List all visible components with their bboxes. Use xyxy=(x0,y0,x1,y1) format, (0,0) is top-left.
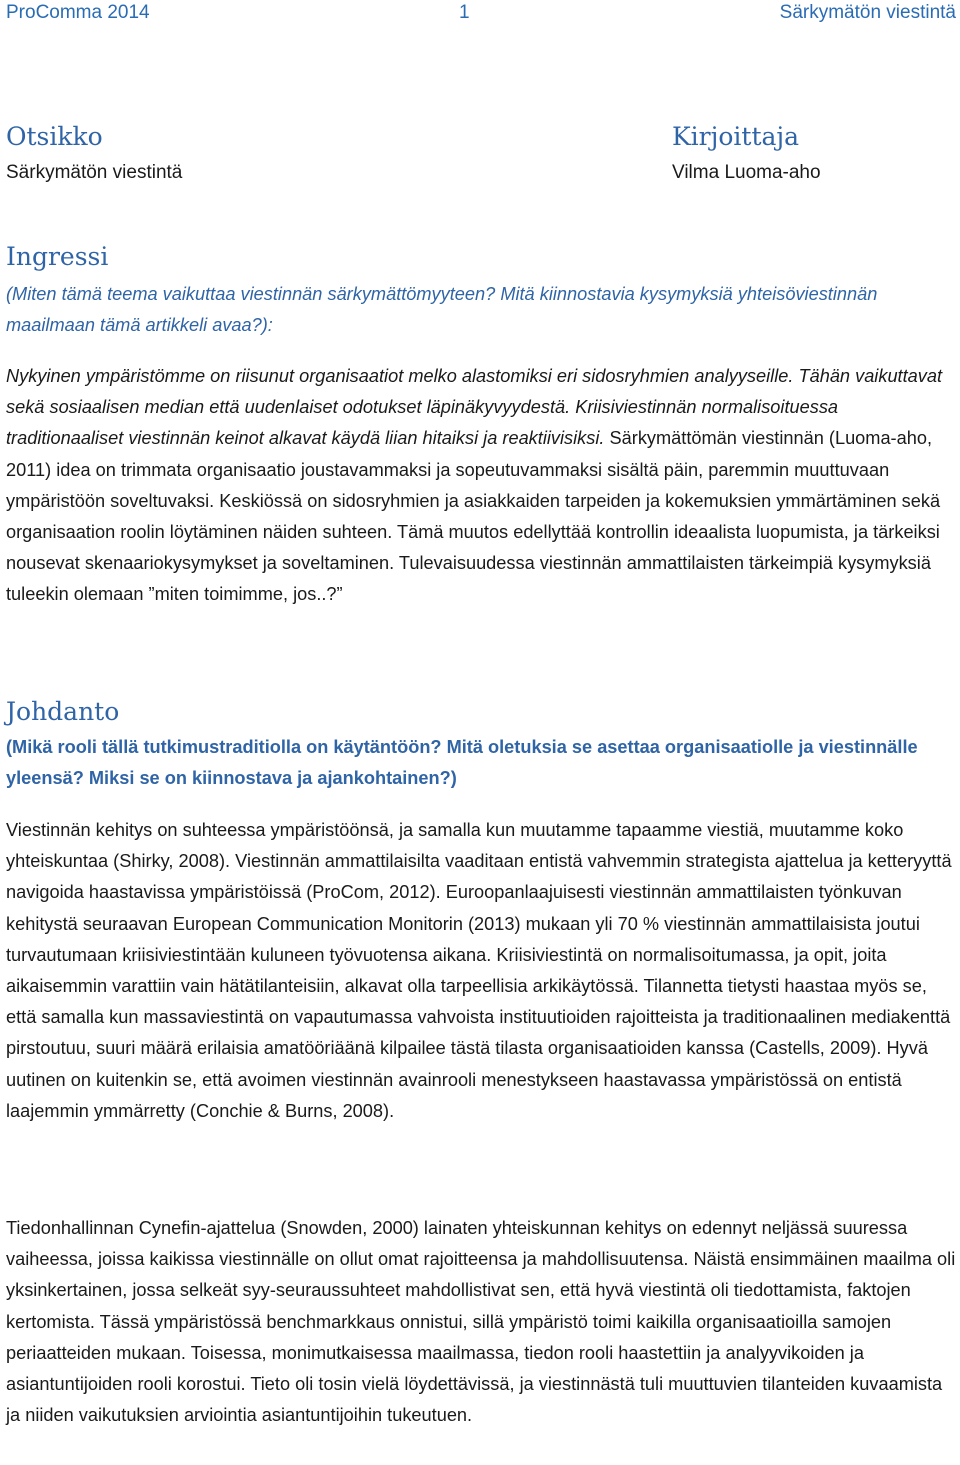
title-label: Otsikko xyxy=(6,122,103,151)
ingressi-heading: Ingressi xyxy=(6,242,109,271)
johdanto-paragraph-2: Tiedonhallinnan Cynefin-ajattelua (Snowden, 2000) lainaten yhteiskunnan kehitys on edennyt neljässä suuressa vaiheessa, joissa kaikissa viestinnälle on ollut omat rajoitteensa ja mahdollisuutensa. Näistä ensimmäinen maailma oli yksinkertainen, jossa selkeät syy-seuraussuhteet mahdollistivat sen, että hyvä viestintä oli tiedottamista, faktojen kertomista. Tässä ympäristössä benchmarkkaus onnistui, sillä ympäristö toimi kaikilla organisaatioilla samojen periaatteiden mukaan. Toisessa, monimutkaisessa maailmassa, tiedon rooli haastettiin ja analyyvikoiden ja asiantuntijoiden rooli korostui. Tieto oli tosin vielä löydettävissä, ja viestinnästä tuli muuttuvien tilanteiden kuvaamista ja niiden vaikutuksien arviointia asiantuntijoihin tukeutuen. xyxy=(6,1218,956,1426)
ingressi-question: (Miten tämä teema vaikuttaa viestinnän särkymättömyyteen? Mitä kiinnostavia kysymyksiä yhteisöviestinnän maailmaan tämä artikkeli avaa?): xyxy=(6,284,878,336)
ingressi-body-normal: Särkymättömän viestinnän (Luoma-aho, 2011) idea on trimmata organisaatio joustavammaksi ja sopeutuvammaksi sisältä päin, paremmin muuttuvaan ympäristöön soveltuvaksi. Keskiössä on sidosryhmien ja asiakkaiden tarpeiden ja kokemuksien ymmärtäminen sekä organisaation roolin löytäminen näiden suhteen. Tämä muutos edellyttää kontrollin ideaalista luopumista, ja tärkeiksi nousevat skenaariokysymykset ja soveltaminen. Tulevaisuudessa viestinnän ammattilaisten tärkeimpiä kysymyksiä tuleekin olemaan ”miten toimimme, jos..?” xyxy=(6,428,941,605)
ingressi-body-italic: Nykyinen ympäristömme on riisunut organisaatiot melko alastomiksi eri sidosryhmien analyyseille. Tähän vaikuttavat sekä sosiaalisen median että uudenlaiset odotukset läpinäkyvyydestä. Kriisiviestinnän normalisoituessa traditionaaliset viestinnän keinot alkavat käydä liian hitaiksi ja reaktiivisiksi. xyxy=(6,366,943,449)
header-right-text: Särkymätön viestintä xyxy=(779,2,956,23)
header-left-text: ProComma 2014 xyxy=(6,2,150,23)
ingressi-body xyxy=(6,361,956,611)
title-value: Särkymätön viestintä xyxy=(6,162,183,183)
page-header xyxy=(0,0,960,28)
johdanto-question: (Mikä rooli tällä tutkimustraditiolla on käytäntöön? Mitä oletuksia se asettaa organisaatiolle ja viestinnälle yleensä? Miksi se on kiinnostava ja ajankohtainen?) xyxy=(6,737,918,789)
header-page-number: 1 xyxy=(459,2,470,23)
author-label: Kirjoittaja xyxy=(672,122,800,151)
johdanto-paragraph-1: Viestinnän kehitys on suhteessa ympäristöönsä, ja samalla kun muutamme tapaamme viestiä, muutamme koko yhteiskuntaa (Shirky, 2008). Viestinnän ammattilaisilta vaaditaan entistä vahvemmin strategista ajattelua ja ketteryyttä navigoida haastavissa ympäristöissä (ProCom, 2012). Euroopanlaajuisesti viestinnän ammattilaisten työnkuvan kehitystä seuraavan European Communication Monitorin (2013) mukaan yli 70 % viestinnän ammattilaisista joutui turvautumaan kriisiviestintään kuluneen työvuotensa aikana. Kriisiviestintä on normalisoitumassa, ja opit, joita aikaisemmin varattiin vain hätätilanteisiin, alkavat olla tarpeellisia arkikäytössä. Tilannetta tietysti haastaa myös se, että samalla kun massaviestintä on vapautumassa vahvoista instituutioiden rajoitteista ja traditionaalinen mediakenttä pirstoutuu, suuri määrä erilaisia amatööriäänä kilpailee tästä tilasta organisaatioiden kanssa (Castells, 2009). Hyvä uutinen on kuitenkin se, että avoimen viestinnän avainrooli menestykseen haastavassa ympäristössä on entistä laajemmin ymmärretty (Conchie & Burns, 2008). xyxy=(6,820,952,1121)
author-value: Vilma Luoma-aho xyxy=(672,162,821,183)
johdanto-heading: Johdanto xyxy=(6,697,120,726)
